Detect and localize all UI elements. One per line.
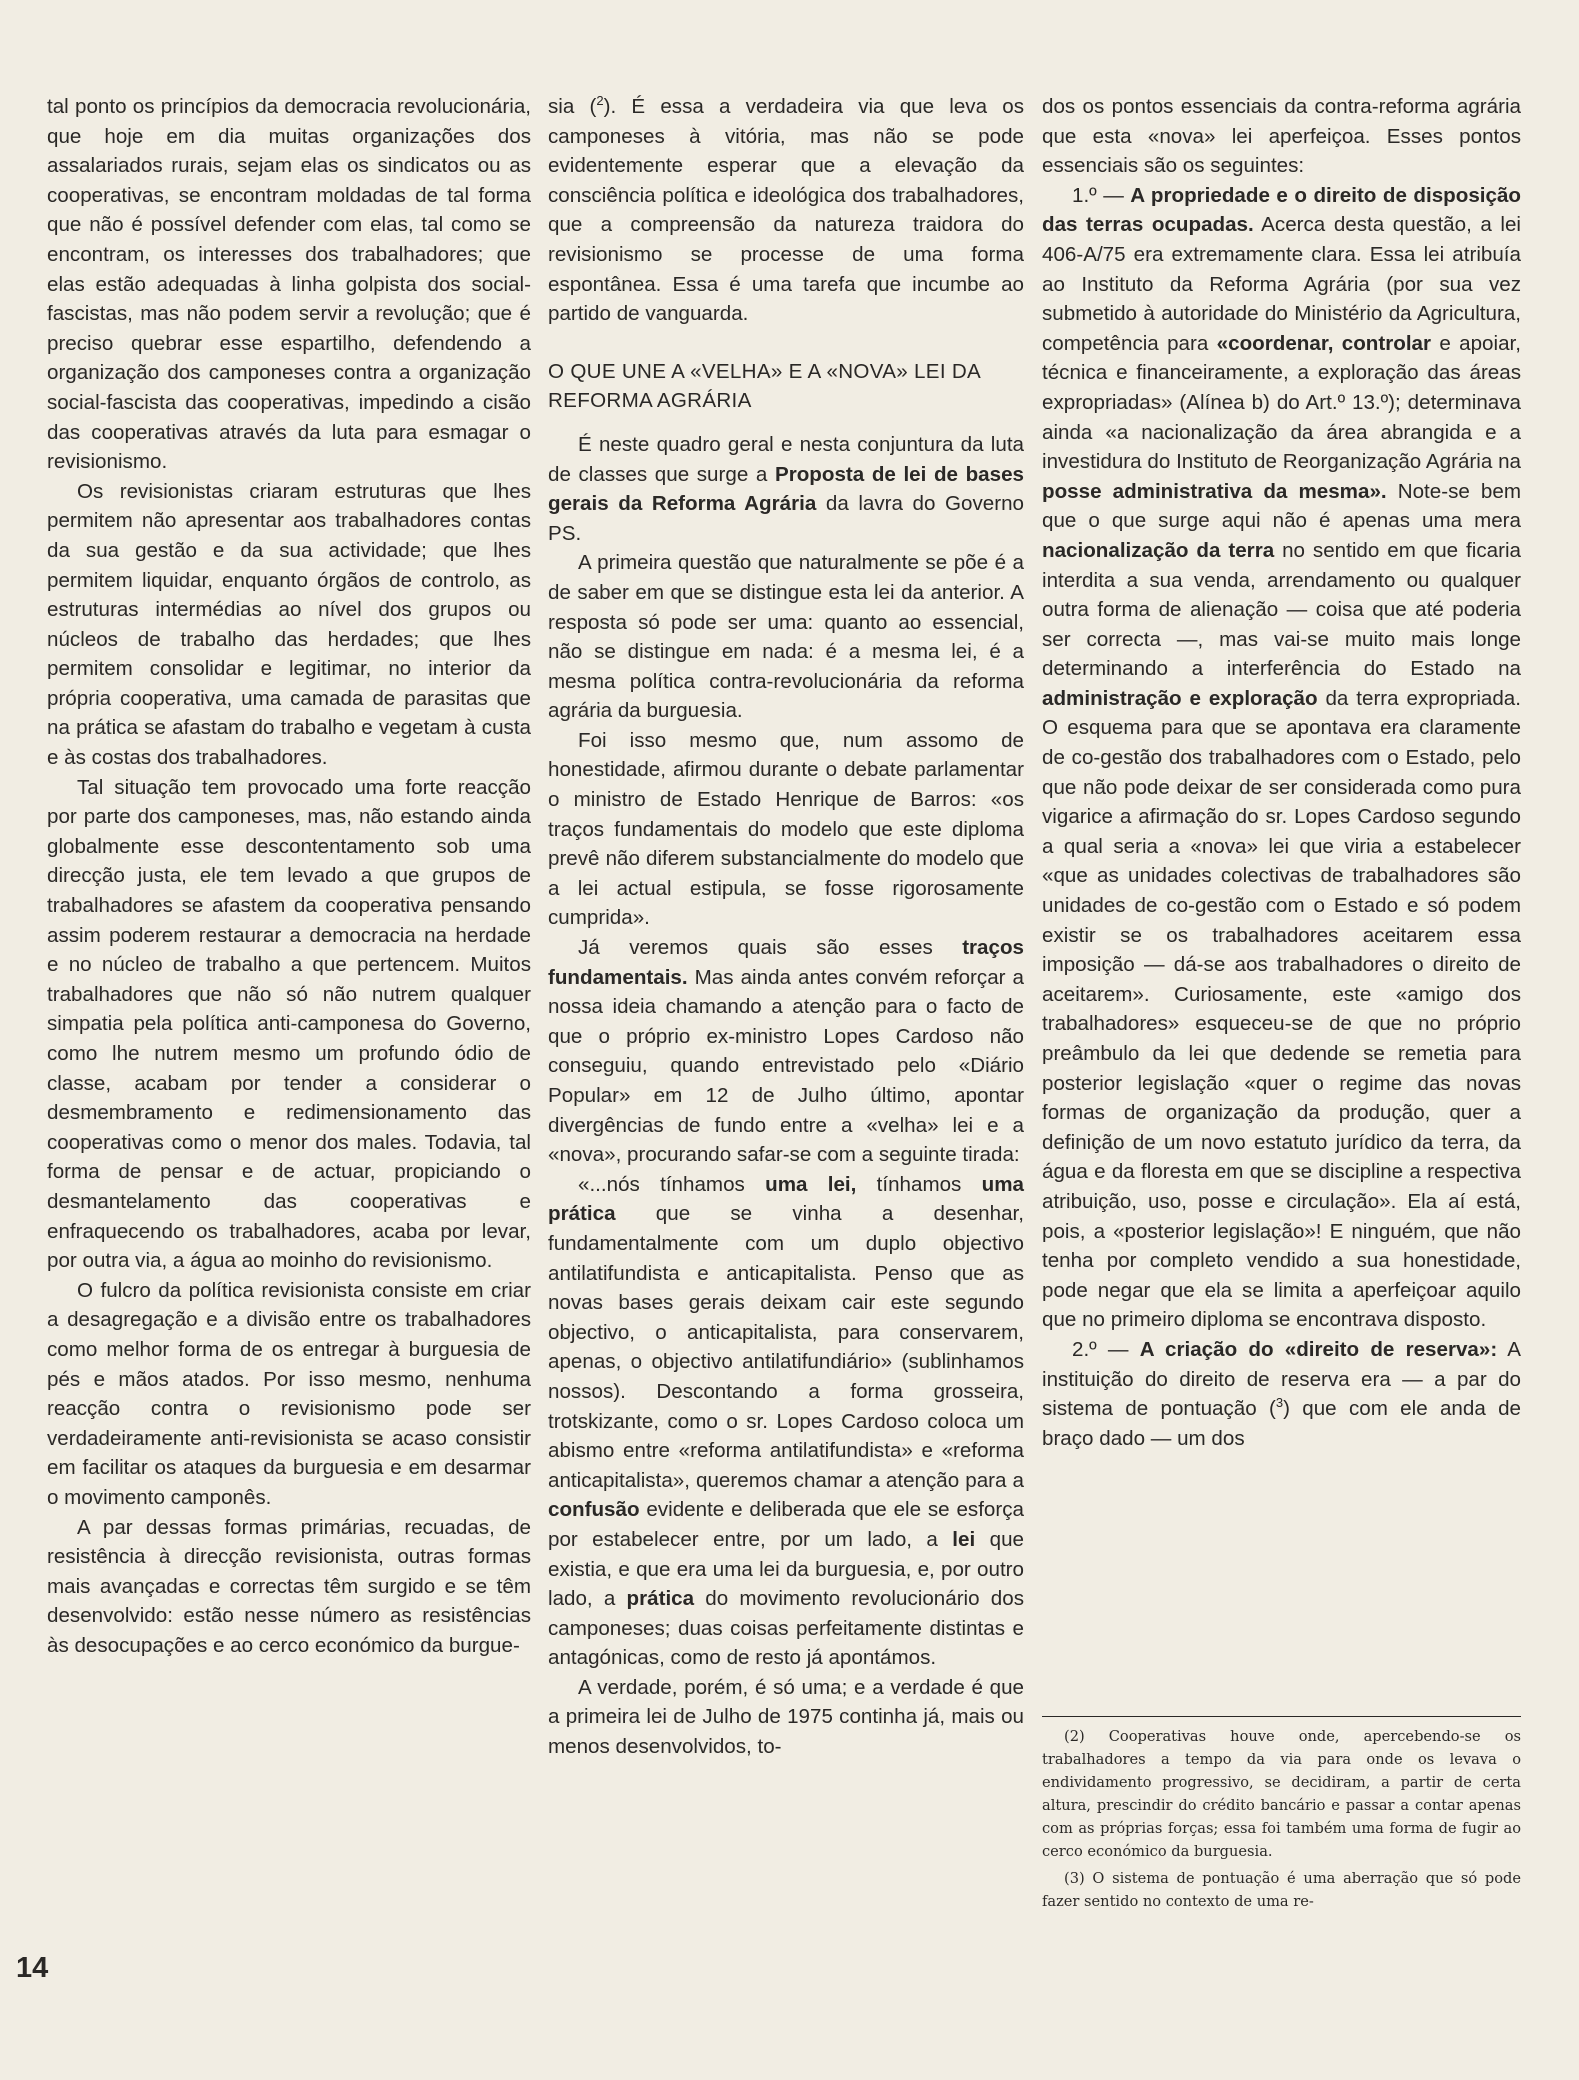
column-left bbox=[47, 92, 531, 1660]
paragraph: sia ($^2$). É essa a verdadeira via que leva os camponeses à vitória, mas não se pode evidentemente esperar que a elevação da consciência política e ideológica dos trabalhadores, que a compreensão da natureza traidora do revisionismo se processe de uma forma espontânea. Essa é uma tarefa que incumbe ao partido de vanguarda. bbox=[548, 93, 1024, 326]
footnote-2: (2) Cooperativas houve onde, apercebendo-se os trabalhadores a tempo da via para onde os levava o endividamento progressivo, se decidiram, a partir de certa altura, prescindir do crédito bancário e passar a contar apenas com as próprias forças; essa foi também uma forma de fugir ao cerco económico da burguesia. bbox=[1042, 1728, 1521, 1860]
paragraph: tal ponto os princípios da democracia revolucionária, que hoje em dia muitas organizações dos assalariados rurais, sejam elas os sindicatos ou as cooperativas, se encontram moldadas de tal forma que não é possível defender com elas, tal como se encontram, os interesses dos trabalhadores; que elas estão adequadas à linha golpista dos social-fascistas, mas não podem servir a revolução; que é preciso quebrar esse espartilho, defendendo a organização dos camponeses contra a organização social-fascista das cooperativas, impedindo a cisão das cooperativas através da luta para esmagar o revisionismo. bbox=[47, 95, 531, 474]
column-right bbox=[1042, 92, 1521, 1453]
paragraph: Tal situação tem provocado uma forte reacção por parte dos camponeses, mas, não estando ainda globalmente esse descontentamento sob uma direcção justa, ele tem levado a que grupos de trabalhadores se afastem da cooperativa pensando assim poderem restaurar a democracia na herdade e no núcleo de trabalho a que pertencem. Muitos trabalhadores que não só não nutrem qualquer simpatia pela política anti-camponesa do Governo, como lhe nutrem mesmo um profundo ódio de classe, acabam por tender a considerar o desmembramento e redimensionamento das cooperativas como o menor dos males. Todavia, tal forma de pensar e de actuar, propiciando o desmantelamento das cooperativas e enfraquecendo os trabalhadores, acaba por levar, por outra via, a água ao moinho do revisionismo. bbox=[47, 775, 531, 1273]
paragraph: 1.º — A propriedade e o direito de disposição das terras ocupadas. Acerca desta questão, a lei 406-A/75 era extremamente clara. Essa lei atribuía ao Instituto da Reforma Agrária (por sua vez submetido à autoridade do Ministério da Agricultura, competência para «coordenar, controlar e apoiar, técnica e financeiramente, a exploração das áreas expropriadas» (Alínea b) do Art.º 13.º); determinava ainda «a nacionalização da área abrangida e a investidura do Instituto de Reorganização Agrária na posse administrativa da mesma». Note-se bem que o que surge aqui não é apenas uma mera nacionalização da terra no sentido em que ficaria interdita a sua venda, arrendamento ou qualquer outra forma de alienação — coisa que até poderia ser correcta —, mas vai-se muito mais longe determinando a interferência do Estado na administração e exploração da terra expropriada. O esquema para que se apontava era claramente de co-gestão dos trabalhadores com o Estado, pelo que não pode deixar de ser considerada como pura vigarice a afirmação do sr. Lopes Cardoso segundo a qual seria a «nova» lei que viria a estabelecer «que as unidades colectivas de trabalhadores são unidades de co-gestão com o Estado e só podem existir se os trabalhadores aceitarem essa imposição — dá-se aos trabalhadores o direito de aceitarem». Curiosamente, este «amigo dos trabalhadores» esqueceu-se de que no próprio preâmbulo da lei que dedende se remetia para posterior legislação «quer o regime das novas formas de organização da produção, quer a definição de um novo estatuto jurídico da terra, da água e da floresta em que se discipline a respectiva atribuição, uso, posse e circulação». Ela aí está, pois, a «posterior legislação»! E ninguém, que não tenha por completo vendido a sua honestidade, pode negar que ela se limita a aperfeiçoar aquilo que no primeiro diploma se encontrava disposto. bbox=[1042, 183, 1521, 1332]
paragraph: É neste quadro geral e nesta conjuntura da luta de classes que surge a Proposta de lei de bases gerais da Reforma Agrária da lavra do Governo PS. bbox=[548, 432, 1024, 545]
footnotes bbox=[1042, 1716, 1521, 1917]
footnote-3: (3) O sistema de pontuação é uma aberração que só pode fazer sentido no contexto de uma re- bbox=[1042, 1870, 1521, 1910]
paragraph: A primeira questão que naturalmente se põe é a de saber em que se distingue esta lei da anterior. A resposta só pode ser uma: quanto ao essencial, não se distingue em nada: é a mesma lei, é a mesma política contra-revolucionária da reforma agrária da burguesia. bbox=[548, 551, 1024, 723]
paragraph: Foi isso mesmo que, num assomo de honestidade, afirmou durante o debate parlamentar o ministro de Estado Henrique de Barros: «os traços fundamentais do modelo que este diploma prevê não diferem substancialmente do modelo que a lei actual estipula, se fosse rigorosamente cumprida». bbox=[548, 728, 1024, 930]
paragraph: A verdade, porém, é só uma; e a verdade é que a primeira lei de Julho de 1975 continha já, mais ou menos desenvolvidos, to- bbox=[548, 1675, 1024, 1759]
section-heading: O QUE UNE A «VELHA» E A «NOVA» LEI DA REFORMA AGRÁRIA bbox=[548, 359, 980, 413]
paragraph: A par dessas formas primárias, recuadas, de resistência à direcção revisionista, outras formas mais avançadas e correctas têm surgido e se têm desenvolvido: estão nesse número as resistências às desocupações e ao cerco económico da burgue- bbox=[47, 1515, 531, 1657]
paragraph: O fulcro da política revisionista consiste em criar a desagregação e a divisão entre os trabalhadores como melhor forma de os entregar à burguesia de pés e mãos atados. Por isso mesmo, nenhuma reacção contra o revisionismo pode ser verdadeiramente anti-revisionista se acaso consistir em facilitar os ataques da burguesia e em desarmar o movimento camponês. bbox=[47, 1278, 531, 1509]
paragraph: Já veremos quais são esses traços fundamentais. Mas ainda antes convém reforçar a nossa ideia chamando a atenção para o facto de que o próprio ex-ministro Lopes Cardoso não conseguiu, quando entrevistado pelo «Diário Popular» em 12 de Julho último, apontar divergências de fundo entre a «velha» lei e a «nova», procurando safar-se com a seguinte tirada: bbox=[548, 936, 1024, 1167]
page-number: 14 bbox=[16, 1952, 49, 1984]
footnote-ref: 3 bbox=[1275, 1395, 1284, 1411]
paragraph: «...nós tínhamos uma lei, tínhamos uma prática que se vinha a desenhar, fundamentalmente com um duplo objectivo antilatifundista e anticapitalista. Penso que as novas bases gerais deixam cair este segundo objectivo, o anticapitalista, para conservarem, apenas, o objectivo antilatifundiário» (sublinhamos nossos). Descontando a forma grosseira, trotskizante, como o sr. Lopes Cardoso coloca um abismo entre «reforma antilatifundista» e «reforma anticapitalista», queremos chamar a atenção para a confusão evidente e deliberada que ele se esforça por estabelecer entre, por um lado, a lei que existia, e que era uma lei da burguesia, e, por outro lado, a prática do movimento revolucionário dos camponeses; duas coisas perfeitamente distintas e antagónicas, como de resto já apontámos. bbox=[548, 1172, 1024, 1670]
footnote-ref: 2 bbox=[596, 93, 604, 109]
column-middle bbox=[548, 92, 1024, 1762]
paragraph: dos os pontos essenciais da contra-reforma agrária que esta «nova» lei aperfeiçoa. Esses pontos essenciais são os seguintes: bbox=[1042, 95, 1521, 178]
paragraph: Os revisionistas criaram estruturas que lhes permitem não apresentar aos trabalhadores contas da sua gestão e da sua actividade; que lhes permitem liquidar, enquanto órgãos de controlo, as estruturas intermédias ao nível dos grupos ou núcleos de trabalho das herdades; que lhes permitem consolidar e legitimar, no interior da própria cooperativa, uma camada de parasitas que na prática se afastam do trabalho e vegetam à custa e às costas dos trabalhadores. bbox=[47, 479, 531, 770]
paragraph: 2.º — A criação do «direito de reserva»: A instituição do direito de reserva era — a par do sistema de pontuação ($^3$) que com ele anda de braço dado — um dos bbox=[1042, 1337, 1521, 1450]
